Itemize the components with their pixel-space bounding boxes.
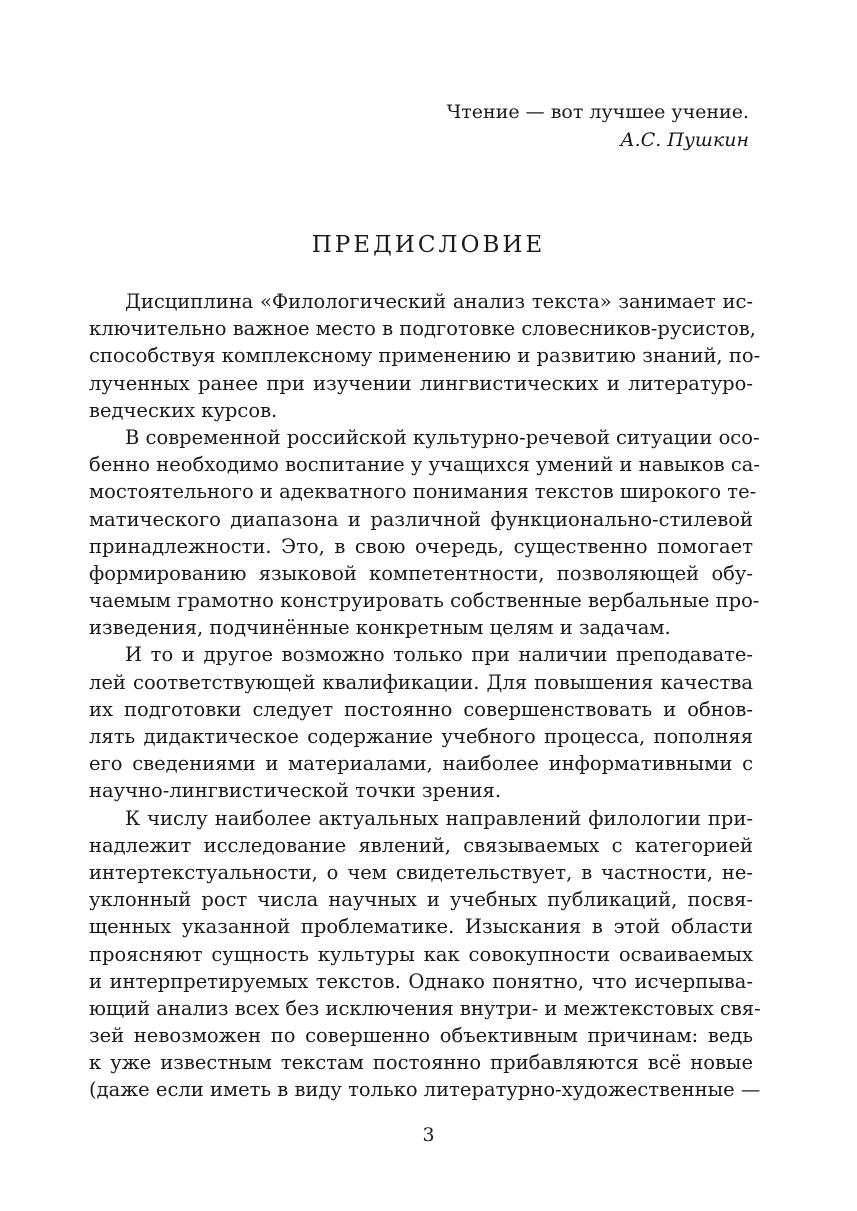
text-line: интертекстуальности, о чем свидетельствует, в частности, не-	[89, 860, 753, 884]
page-title: ПРЕДИСЛОВИЕ	[311, 232, 546, 258]
text-line: формированию языковой компетентности, позволяющей обу-	[89, 561, 753, 585]
epigraph-quote: Чтение — вот лучшее учение.	[446, 101, 749, 123]
text-line: изведения, подчинённые конкретным целям и задачам.	[89, 616, 671, 640]
text-line: ведческих курсов.	[89, 398, 278, 422]
text-line: их подготовки следует постоянно совершенствовать и обнов-	[89, 697, 753, 721]
text-line: надлежит исследование явлений, связываемых с категорией	[89, 833, 753, 857]
text-line: научно-лингвистической точки зрения.	[89, 779, 502, 803]
text-line: к уже известным текстам постоянно прибавляются всё новые	[89, 1051, 753, 1075]
text-line: мостоятельного и адекватного понимания текстов широкого те-	[89, 480, 757, 504]
text-line: его сведениями и материалами, наиболее информативными с	[89, 752, 753, 776]
text-line: ющий анализ всех без исключения внутри- и межтекстовых свя-	[89, 996, 761, 1020]
text-line: ключительно важное место в подготовке словесников-русистов,	[89, 317, 756, 341]
text-line: бенно необходимо воспитание у учащихся умений и навыков са-	[89, 453, 760, 477]
paragraph	[89, 805, 761, 1104]
text-line: принадлежности. Это, в свою очередь, существенно помогает	[89, 534, 753, 558]
paragraph	[89, 641, 753, 804]
text-line: лей соответствующей квалификации. Для повышения качества	[89, 670, 753, 694]
text-line: чаемым грамотно конструировать собственные вербальные про-	[89, 589, 760, 613]
text-line: уклонный рост числа научных и учебных публикаций, посвя-	[89, 888, 753, 912]
page-number: 3	[422, 1124, 435, 1146]
body-text	[89, 288, 761, 1104]
epigraph	[447, 98, 749, 154]
text-line: и интерпретируемых текстов. Однако понятно, что исчерпыва-	[89, 969, 753, 993]
text-line: (даже если иметь в виду только литературно-художественные —	[89, 1078, 761, 1102]
text-line: способствуя комплексному применению и развитию знаний, по-	[89, 344, 761, 368]
paragraph	[89, 288, 761, 424]
text-line: И то и другое возможно только при наличии преподавате-	[125, 643, 753, 667]
text-line: К числу наиболее актуальных направлений филологии при-	[125, 806, 753, 830]
text-line: матического диапазона и различной функционально-стилевой	[89, 507, 753, 531]
text-line: проясняют сущность культуры как совокупности осваиваемых	[89, 942, 753, 966]
paragraph	[89, 424, 760, 642]
epigraph-author: А.С. Пушкин	[620, 129, 749, 151]
text-line: В современной российской культурно-речевой ситуации осо-	[125, 425, 760, 449]
text-line: лять дидактическое содержание учебного процесса, пополняя	[89, 725, 753, 748]
text-line: лученных ранее при изучении лингвистических и литературо-	[89, 371, 753, 395]
text-line: зей невозможен по совершенно объективным причинам: ведь	[89, 1024, 753, 1048]
text-line: Дисциплина «Филологический анализ текста» занимает ис-	[125, 290, 753, 313]
text-line: щенных указанной проблематике. Изыскания в этой области	[89, 915, 753, 939]
